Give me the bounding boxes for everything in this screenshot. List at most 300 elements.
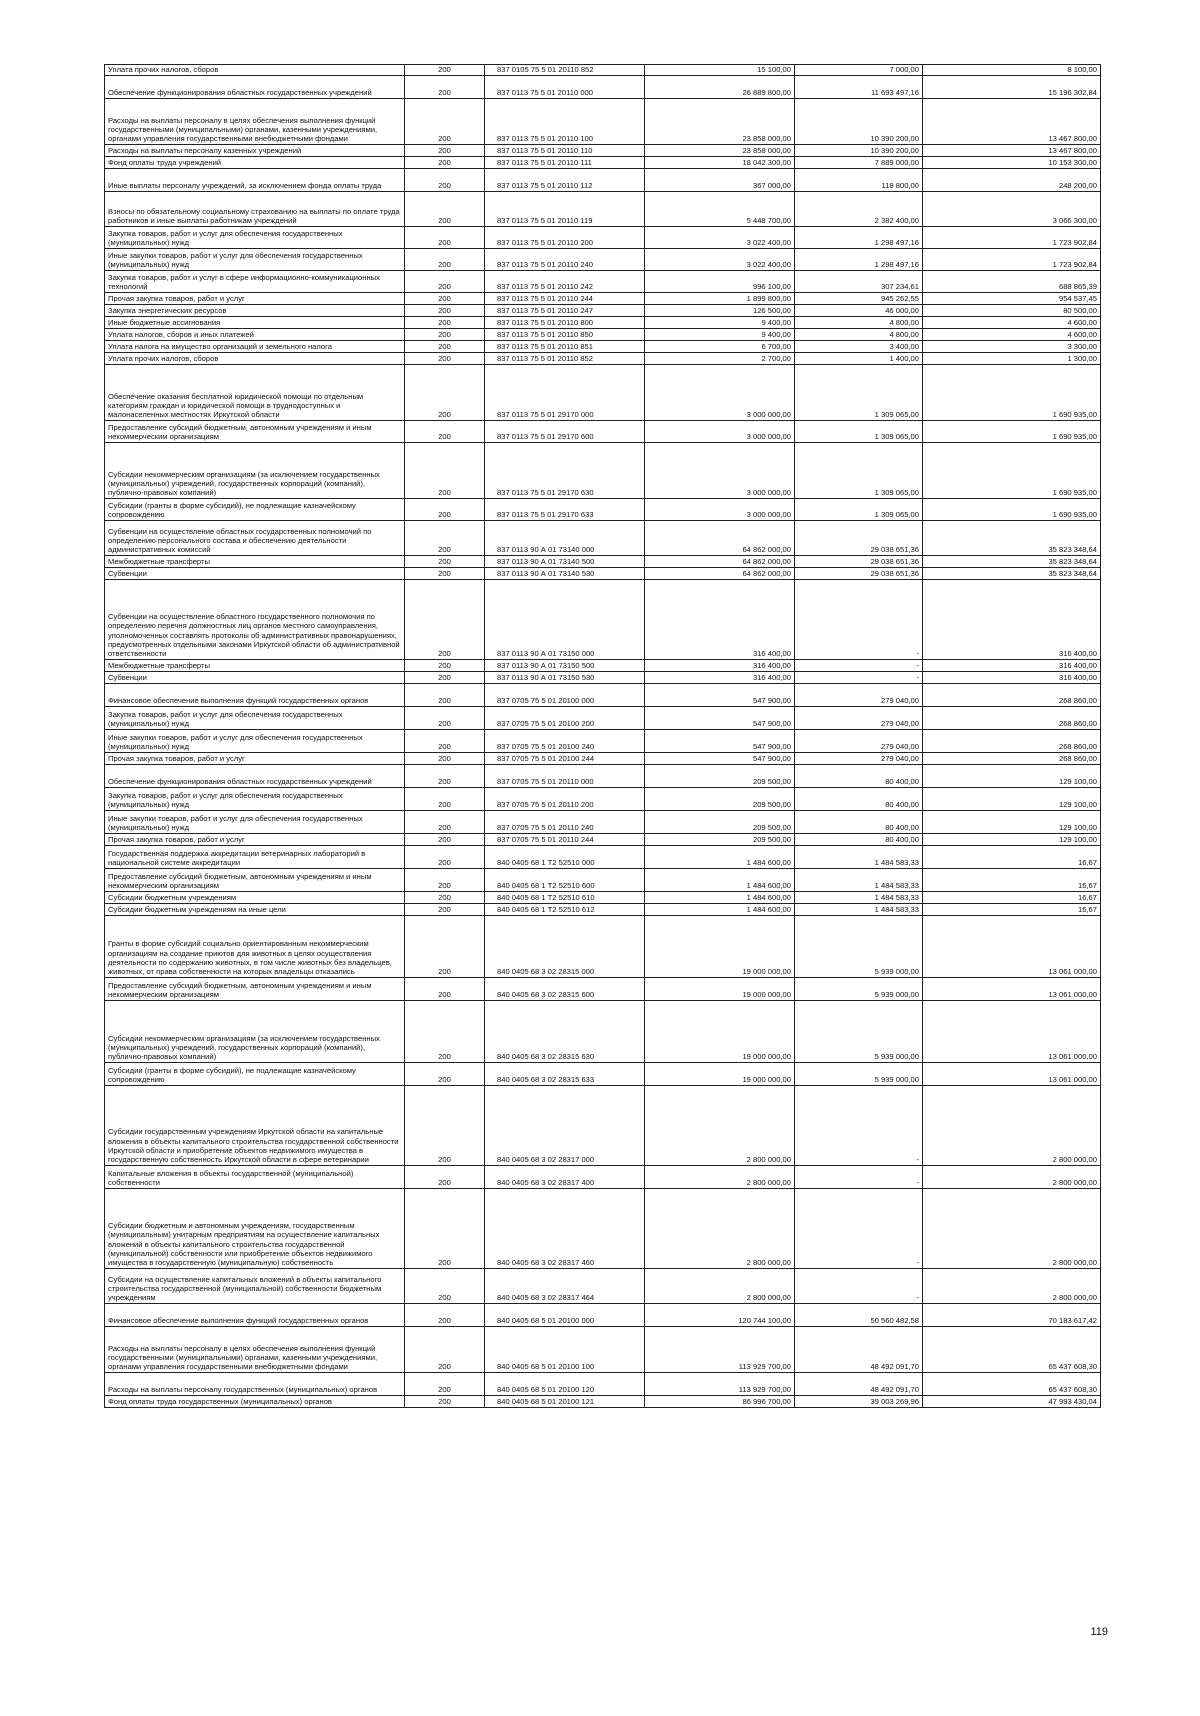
row-done-cell: 80 400,00	[795, 834, 923, 846]
row-plan-cell: 996 100,00	[645, 271, 795, 293]
row-rest-cell: 4 600,00	[923, 329, 1101, 341]
table-row	[105, 1269, 1101, 1304]
row-name-cell: Расходы на выплаты персоналу государственных (муниципальных) органов	[105, 1373, 405, 1396]
row-name-cell: Субвенции на осуществление областных государственных полномочий по определению персонального состава и обеспечению деятельности административных комиссий	[105, 521, 405, 556]
row-name-cell: Закупка товаров, работ и услуг для обеспечения государственных (муниципальных) нужд	[105, 227, 405, 249]
row-name-cell: Предоставление субсидий бюджетным, автономным учреждениям и иным некоммерческим организациям	[105, 869, 405, 892]
row-done-cell: -	[795, 580, 923, 660]
row-kbk-cell: 837 0113 75 5 01 20110 247	[485, 305, 645, 317]
row-code-cell: 200	[405, 499, 485, 521]
row-kbk-cell: 837 0113 75 5 01 20110 112	[485, 169, 645, 192]
row-name-cell: Финансовое обеспечение выполнения функций государственных органов	[105, 1304, 405, 1327]
row-plan-cell: 547 900,00	[645, 684, 795, 707]
row-plan-cell: 64 862 000,00	[645, 556, 795, 568]
row-kbk-cell: 840 0405 68 1 Т2 52510 000	[485, 846, 645, 869]
row-done-cell: 307 234,61	[795, 271, 923, 293]
row-code-cell: 200	[405, 99, 485, 145]
row-rest-cell: 16,67	[923, 846, 1101, 869]
row-code-cell: 200	[405, 365, 485, 421]
row-kbk-cell: 840 0405 68 1 Т2 52510 600	[485, 869, 645, 892]
table-row	[105, 1086, 1101, 1166]
row-code-cell: 200	[405, 305, 485, 317]
table-row	[105, 293, 1101, 305]
row-kbk-cell: 837 0705 75 5 01 20110 000	[485, 765, 645, 788]
table-row	[105, 341, 1101, 353]
table-row	[105, 811, 1101, 834]
row-kbk-cell: 837 0113 75 5 01 20110 850	[485, 329, 645, 341]
row-plan-cell: 3 000 000,00	[645, 365, 795, 421]
row-kbk-cell: 840 0405 68 3 02 28317 464	[485, 1269, 645, 1304]
row-plan-cell: 113 929 700,00	[645, 1327, 795, 1373]
row-done-cell: 10 390 200,00	[795, 99, 923, 145]
table-row	[105, 249, 1101, 271]
row-code-cell: 200	[405, 443, 485, 499]
row-name-cell: Расходы на выплаты персоналу в целях обеспечения выполнения функций государственными (муниципальными) органами, казенными учреждениями, органами управления государственными внебюджетными фондами	[105, 99, 405, 145]
table-row	[105, 753, 1101, 765]
row-kbk-cell: 837 0113 90 А 01 73150 500	[485, 660, 645, 672]
row-kbk-cell: 837 0113 75 5 01 20110 852	[485, 353, 645, 365]
row-kbk-cell: 837 0113 90 А 01 73140 530	[485, 568, 645, 580]
page-number: 119	[1090, 1626, 1108, 1638]
row-plan-cell: 316 400,00	[645, 580, 795, 660]
row-rest-cell: 65 437 608,30	[923, 1327, 1101, 1373]
row-done-cell: 1 298 497,16	[795, 227, 923, 249]
table-row	[105, 846, 1101, 869]
row-kbk-cell: 837 0113 75 5 01 20110 200	[485, 227, 645, 249]
row-rest-cell: 268 860,00	[923, 707, 1101, 730]
row-rest-cell: 1 690 935,00	[923, 421, 1101, 443]
row-done-cell: 1 309 065,00	[795, 499, 923, 521]
row-done-cell: 29 038 651,36	[795, 568, 923, 580]
row-code-cell: 200	[405, 660, 485, 672]
row-rest-cell: 688 865,39	[923, 271, 1101, 293]
row-done-cell: -	[795, 1166, 923, 1189]
table-row	[105, 672, 1101, 684]
row-code-cell: 200	[405, 1304, 485, 1327]
row-rest-cell: 129 100,00	[923, 811, 1101, 834]
table-row	[105, 521, 1101, 556]
row-name-cell: Субсидии (гранты в форме субсидий), не подлежащие казначейскому сопровождению	[105, 499, 405, 521]
row-plan-cell: 209 500,00	[645, 765, 795, 788]
row-plan-cell: 547 900,00	[645, 730, 795, 753]
row-done-cell: 80 400,00	[795, 765, 923, 788]
row-kbk-cell: 837 0705 75 5 01 20100 200	[485, 707, 645, 730]
row-kbk-cell: 837 0705 75 5 01 20110 200	[485, 788, 645, 811]
row-done-cell: 1 484 583,33	[795, 869, 923, 892]
row-kbk-cell: 837 0113 90 А 01 73140 500	[485, 556, 645, 568]
row-done-cell: 1 400,00	[795, 353, 923, 365]
row-rest-cell: 16,67	[923, 892, 1101, 904]
row-code-cell: 200	[405, 329, 485, 341]
row-name-cell: Субсидии бюджетным и автономным учреждениям, государственным (муниципальным) унитарным предприятиям на осуществление капитальных вложений в объекты капитального строительства государственной (муниципальной) собственности или приобретение объектов недвижимого имущества в государственную (муниципальную) собственность	[105, 1189, 405, 1269]
row-plan-cell: 3 022 400,00	[645, 249, 795, 271]
row-name-cell: Закупка товаров, работ и услуг для обеспечения государственных (муниципальных) нужд	[105, 788, 405, 811]
row-done-cell: 945 262,55	[795, 293, 923, 305]
row-rest-cell: 129 100,00	[923, 765, 1101, 788]
row-code-cell: 200	[405, 811, 485, 834]
row-kbk-cell: 837 0113 75 5 01 29170 600	[485, 421, 645, 443]
row-done-cell: 50 560 482,58	[795, 1304, 923, 1327]
table-row	[105, 99, 1101, 145]
row-name-cell: Расходы на выплаты персоналу в целях обеспечения выполнения функций государственными (муниципальными) органами, казенными учреждениями, органами управления государственными внебюджетными фондами	[105, 1327, 405, 1373]
row-rest-cell: 2 800 000,00	[923, 1166, 1101, 1189]
row-plan-cell: 18 042 300,00	[645, 157, 795, 169]
row-kbk-cell: 837 0113 75 5 01 20110 244	[485, 293, 645, 305]
row-plan-cell: 86 996 700,00	[645, 1396, 795, 1408]
table-row	[105, 568, 1101, 580]
table-row	[105, 317, 1101, 329]
row-rest-cell: 8 100,00	[923, 65, 1101, 76]
row-done-cell: 1 484 583,33	[795, 904, 923, 916]
table-row	[105, 730, 1101, 753]
row-name-cell: Субвенции	[105, 568, 405, 580]
row-done-cell: 4 800,00	[795, 329, 923, 341]
table-row	[105, 157, 1101, 169]
row-plan-cell: 126 500,00	[645, 305, 795, 317]
row-rest-cell: 1 300,00	[923, 353, 1101, 365]
row-plan-cell: 9 400,00	[645, 329, 795, 341]
row-done-cell: 29 038 651,36	[795, 556, 923, 568]
row-done-cell: 5 939 000,00	[795, 1063, 923, 1086]
row-code-cell: 200	[405, 249, 485, 271]
row-plan-cell: 19 000 000,00	[645, 978, 795, 1001]
row-plan-cell: 15 100,00	[645, 65, 795, 76]
row-name-cell: Субсидии государственным учреждениям Иркутской области на капитальные вложения в объекты капитального строительства государственной собственности Иркутской области и приобретение объектов недвижимого имущества в государственную собственность Иркутской области в сфере ветеринарии	[105, 1086, 405, 1166]
row-kbk-cell: 837 0113 75 5 01 20110 800	[485, 317, 645, 329]
table-row	[105, 556, 1101, 568]
row-kbk-cell: 840 0405 68 1 Т2 52510 612	[485, 904, 645, 916]
row-code-cell: 200	[405, 1086, 485, 1166]
row-kbk-cell: 840 0405 68 5 01 20100 100	[485, 1327, 645, 1373]
table-row	[105, 353, 1101, 365]
row-name-cell: Субсидии некоммерческим организациям (за исключением государственных (муниципальных) учреждений, государственных корпораций (компаний), публично-правовых компаний)	[105, 443, 405, 499]
row-rest-cell: 3 066 300,00	[923, 192, 1101, 227]
row-done-cell: 46 000,00	[795, 305, 923, 317]
row-done-cell: 1 309 065,00	[795, 365, 923, 421]
row-plan-cell: 19 000 000,00	[645, 1001, 795, 1063]
row-name-cell: Межбюджетные трансферты	[105, 556, 405, 568]
row-name-cell: Субвенции на осуществление областного государственного полномочия по определению перечня должностных лиц органов местного самоуправления, уполномоченных составлять протоколы об административных правонарушениях, предусмотренных отдельными законами Иркутской области об административной ответственности	[105, 580, 405, 660]
row-done-cell: 279 040,00	[795, 684, 923, 707]
row-code-cell: 200	[405, 1396, 485, 1408]
row-plan-cell: 1 484 600,00	[645, 892, 795, 904]
row-rest-cell: 2 800 000,00	[923, 1189, 1101, 1269]
row-name-cell: Межбюджетные трансферты	[105, 660, 405, 672]
row-code-cell: 200	[405, 521, 485, 556]
row-code-cell: 200	[405, 978, 485, 1001]
table-row	[105, 499, 1101, 521]
row-name-cell: Взносы по обязательному социальному страхованию на выплаты по оплате труда работников и иные выплаты работникам учреждений	[105, 192, 405, 227]
row-name-cell: Субсидии (гранты в форме субсидий), не подлежащие казначейскому сопровождению	[105, 1063, 405, 1086]
row-name-cell: Закупка товаров, работ и услуг для обеспечения государственных (муниципальных) нужд	[105, 707, 405, 730]
row-kbk-cell: 837 0705 75 5 01 20100 244	[485, 753, 645, 765]
row-rest-cell: 16,67	[923, 869, 1101, 892]
row-code-cell: 200	[405, 580, 485, 660]
row-name-cell: Капитальные вложения в объекты государственной (муниципальной) собственности	[105, 1166, 405, 1189]
row-name-cell: Гранты в форме субсидий социально ориентированным некоммерческим организациям на создание приютов для животных в целях осуществления деятельности по содержанию животных, в том числе животных без владельцев, животных, от права собственности на которых владельцы отказались	[105, 916, 405, 978]
row-rest-cell: 35 823 348,64	[923, 568, 1101, 580]
row-name-cell: Субсидии на осуществление капитальных вложений в объекты капитального строительства государственной (муниципальной) собственности бюджетным учреждениям	[105, 1269, 405, 1304]
row-kbk-cell: 837 0113 75 5 01 29170 000	[485, 365, 645, 421]
row-kbk-cell: 837 0113 75 5 01 20110 240	[485, 249, 645, 271]
table-row	[105, 1327, 1101, 1373]
row-kbk-cell: 837 0113 90 А 01 73150 530	[485, 672, 645, 684]
row-rest-cell: 13 061 000,00	[923, 916, 1101, 978]
row-code-cell: 200	[405, 145, 485, 157]
row-rest-cell: 3 300,00	[923, 341, 1101, 353]
row-done-cell: -	[795, 1269, 923, 1304]
row-plan-cell: 547 900,00	[645, 753, 795, 765]
table-row	[105, 421, 1101, 443]
row-code-cell: 200	[405, 904, 485, 916]
row-done-cell: 1 298 497,16	[795, 249, 923, 271]
row-kbk-cell: 837 0113 75 5 01 29170 633	[485, 499, 645, 521]
row-code-cell: 200	[405, 65, 485, 76]
row-done-cell: 5 939 000,00	[795, 1001, 923, 1063]
table-row	[105, 978, 1101, 1001]
row-rest-cell: 4 600,00	[923, 317, 1101, 329]
row-code-cell: 200	[405, 421, 485, 443]
row-rest-cell: 316 400,00	[923, 580, 1101, 660]
table-row	[105, 192, 1101, 227]
row-code-cell: 200	[405, 293, 485, 305]
row-kbk-cell: 837 0113 75 5 01 20110 119	[485, 192, 645, 227]
row-name-cell: Фонд оплаты труда учреждений	[105, 157, 405, 169]
row-code-cell: 200	[405, 1166, 485, 1189]
row-code-cell: 200	[405, 846, 485, 869]
row-kbk-cell: 837 0113 90 А 01 73140 000	[485, 521, 645, 556]
table-row	[105, 329, 1101, 341]
row-kbk-cell: 840 0405 68 3 02 28317 460	[485, 1189, 645, 1269]
row-kbk-cell: 840 0405 68 3 02 28315 633	[485, 1063, 645, 1086]
row-rest-cell: 316 400,00	[923, 660, 1101, 672]
row-plan-cell: 209 500,00	[645, 834, 795, 846]
row-done-cell: 48 492 091,70	[795, 1327, 923, 1373]
row-plan-cell: 26 889 800,00	[645, 76, 795, 99]
row-done-cell: -	[795, 672, 923, 684]
row-rest-cell: 1 690 935,00	[923, 443, 1101, 499]
table-row	[105, 788, 1101, 811]
row-name-cell: Закупка товаров, работ и услуг в сфере информационно-коммуникационных технологий	[105, 271, 405, 293]
row-rest-cell: 268 860,00	[923, 730, 1101, 753]
row-rest-cell: 1 723 902,84	[923, 227, 1101, 249]
table-row	[105, 684, 1101, 707]
row-kbk-cell: 837 0113 75 5 01 20110 111	[485, 157, 645, 169]
table-row	[105, 707, 1101, 730]
row-done-cell: 279 040,00	[795, 753, 923, 765]
row-plan-cell: 1 484 600,00	[645, 869, 795, 892]
row-done-cell: 279 040,00	[795, 707, 923, 730]
row-kbk-cell: 840 0405 68 5 01 20100 000	[485, 1304, 645, 1327]
row-done-cell: 7 889 000,00	[795, 157, 923, 169]
row-plan-cell: 23 858 000,00	[645, 145, 795, 157]
row-kbk-cell: 837 0705 75 5 01 20100 240	[485, 730, 645, 753]
row-done-cell: 1 309 065,00	[795, 443, 923, 499]
row-rest-cell: 80 500,00	[923, 305, 1101, 317]
row-name-cell: Субвенции	[105, 672, 405, 684]
row-code-cell: 200	[405, 556, 485, 568]
row-plan-cell: 367 000,00	[645, 169, 795, 192]
table-row	[105, 305, 1101, 317]
row-done-cell: 2 382 400,00	[795, 192, 923, 227]
row-code-cell: 200	[405, 1001, 485, 1063]
row-code-cell: 200	[405, 192, 485, 227]
row-plan-cell: 3 022 400,00	[645, 227, 795, 249]
row-name-cell: Уплата прочих налогов, сборов	[105, 65, 405, 76]
row-kbk-cell: 837 0113 75 5 01 20110 242	[485, 271, 645, 293]
row-name-cell: Государственная поддержка аккредитации ветеринарных лабораторий в национальной системе аккредитации	[105, 846, 405, 869]
row-done-cell: 4 800,00	[795, 317, 923, 329]
row-plan-cell: 1 484 600,00	[645, 846, 795, 869]
row-plan-cell: 6 700,00	[645, 341, 795, 353]
row-rest-cell: 1 723 902,84	[923, 249, 1101, 271]
row-plan-cell: 9 400,00	[645, 317, 795, 329]
row-rest-cell: 1 690 935,00	[923, 365, 1101, 421]
row-rest-cell: 65 437 608,30	[923, 1373, 1101, 1396]
table-row	[105, 169, 1101, 192]
table-row	[105, 834, 1101, 846]
row-code-cell: 200	[405, 1373, 485, 1396]
row-rest-cell: 70 183 617,42	[923, 1304, 1101, 1327]
table-row	[105, 1373, 1101, 1396]
row-code-cell: 200	[405, 317, 485, 329]
row-plan-cell: 23 858 000,00	[645, 99, 795, 145]
row-kbk-cell: 837 0113 75 5 01 20110 000	[485, 76, 645, 99]
row-name-cell: Иные бюджетные ассигнования	[105, 317, 405, 329]
row-name-cell: Прочая закупка товаров, работ и услуг	[105, 753, 405, 765]
row-plan-cell: 1 484 600,00	[645, 904, 795, 916]
row-done-cell: 118 800,00	[795, 169, 923, 192]
row-kbk-cell: 840 0405 68 1 Т2 52510 610	[485, 892, 645, 904]
row-plan-cell: 19 000 000,00	[645, 916, 795, 978]
row-name-cell: Иные закупки товаров, работ и услуг для обеспечения государственных (муниципальных) нужд	[105, 249, 405, 271]
row-plan-cell: 3 000 000,00	[645, 443, 795, 499]
row-kbk-cell: 837 0113 75 5 01 20110 851	[485, 341, 645, 353]
row-kbk-cell: 840 0405 68 5 01 20100 120	[485, 1373, 645, 1396]
table-row	[105, 65, 1101, 76]
row-plan-cell: 2 800 000,00	[645, 1189, 795, 1269]
row-plan-cell: 2 800 000,00	[645, 1166, 795, 1189]
row-name-cell: Прочая закупка товаров, работ и услуг	[105, 834, 405, 846]
row-done-cell: 5 939 000,00	[795, 978, 923, 1001]
row-rest-cell: 13 061 000,00	[923, 978, 1101, 1001]
row-done-cell: 48 492 091,70	[795, 1373, 923, 1396]
row-done-cell: 7 000,00	[795, 65, 923, 76]
row-plan-cell: 316 400,00	[645, 660, 795, 672]
row-rest-cell: 2 800 000,00	[923, 1269, 1101, 1304]
row-plan-cell: 64 862 000,00	[645, 521, 795, 556]
row-plan-cell: 5 448 700,00	[645, 192, 795, 227]
row-kbk-cell: 837 0113 75 5 01 29170 630	[485, 443, 645, 499]
row-kbk-cell: 837 0705 75 5 01 20110 244	[485, 834, 645, 846]
table-row	[105, 76, 1101, 99]
row-name-cell: Иные закупки товаров, работ и услуг для обеспечения государственных (муниципальных) нужд	[105, 811, 405, 834]
table-row	[105, 1001, 1101, 1063]
row-name-cell: Закупка энергетических ресурсов	[105, 305, 405, 317]
budget-table	[104, 64, 1101, 1408]
row-rest-cell: 15 196 302,84	[923, 76, 1101, 99]
table-row	[105, 443, 1101, 499]
row-plan-cell: 2 800 000,00	[645, 1269, 795, 1304]
row-done-cell: 5 939 000,00	[795, 916, 923, 978]
table-row	[105, 1396, 1101, 1408]
row-code-cell: 200	[405, 834, 485, 846]
table-row	[105, 1189, 1101, 1269]
row-rest-cell: 129 100,00	[923, 788, 1101, 811]
table-row	[105, 904, 1101, 916]
row-code-cell: 200	[405, 1269, 485, 1304]
row-done-cell: -	[795, 1086, 923, 1166]
row-plan-cell: 64 862 000,00	[645, 568, 795, 580]
row-kbk-cell: 837 0113 75 5 01 20110 100	[485, 99, 645, 145]
row-kbk-cell: 837 0105 75 5 01 20110 852	[485, 65, 645, 76]
row-code-cell: 200	[405, 271, 485, 293]
row-code-cell: 200	[405, 869, 485, 892]
row-plan-cell: 2 700,00	[645, 353, 795, 365]
row-code-cell: 200	[405, 76, 485, 99]
table-row	[105, 1063, 1101, 1086]
row-name-cell: Предоставление субсидий бюджетным, автономным учреждениям и иным некоммерческим организациям	[105, 978, 405, 1001]
row-plan-cell: 3 000 000,00	[645, 421, 795, 443]
row-code-cell: 200	[405, 892, 485, 904]
table-row	[105, 892, 1101, 904]
row-code-cell: 200	[405, 730, 485, 753]
row-name-cell: Уплата прочих налогов, сборов	[105, 353, 405, 365]
row-rest-cell: 2 800 000,00	[923, 1086, 1101, 1166]
row-code-cell: 200	[405, 568, 485, 580]
row-rest-cell: 13 467 800,00	[923, 99, 1101, 145]
row-rest-cell: 13 061 000,00	[923, 1001, 1101, 1063]
table-row	[105, 1166, 1101, 1189]
row-kbk-cell: 837 0113 75 5 01 20110 110	[485, 145, 645, 157]
row-plan-cell: 547 900,00	[645, 707, 795, 730]
row-name-cell: Предоставление субсидий бюджетным, автономным учреждениям и иным некоммерческим организациям	[105, 421, 405, 443]
row-code-cell: 200	[405, 707, 485, 730]
table-row	[105, 365, 1101, 421]
row-done-cell: 39 003 269,96	[795, 1396, 923, 1408]
row-rest-cell: 13 061 000,00	[923, 1063, 1101, 1086]
row-code-cell: 200	[405, 169, 485, 192]
row-kbk-cell: 840 0405 68 5 01 20100 121	[485, 1396, 645, 1408]
row-done-cell: 1 484 583,33	[795, 846, 923, 869]
row-rest-cell: 268 860,00	[923, 753, 1101, 765]
row-rest-cell: 13 467 800,00	[923, 145, 1101, 157]
row-plan-cell: 120 744 100,00	[645, 1304, 795, 1327]
row-kbk-cell: 837 0705 75 5 01 20110 240	[485, 811, 645, 834]
row-code-cell: 200	[405, 765, 485, 788]
row-rest-cell: 35 823 348,64	[923, 556, 1101, 568]
row-name-cell: Уплата налогов, сборов и иных платежей	[105, 329, 405, 341]
row-name-cell: Обеспечение функционирования областных государственных учреждений	[105, 76, 405, 99]
row-kbk-cell: 840 0405 68 3 02 28315 600	[485, 978, 645, 1001]
row-plan-cell: 19 000 000,00	[645, 1063, 795, 1086]
row-name-cell: Уплата налога на имущество организаций и земельного налога	[105, 341, 405, 353]
row-rest-cell: 10 153 300,00	[923, 157, 1101, 169]
row-kbk-cell: 837 0113 90 А 01 73150 000	[485, 580, 645, 660]
row-rest-cell: 268 860,00	[923, 684, 1101, 707]
row-name-cell: Прочая закупка товаров, работ и услуг	[105, 293, 405, 305]
row-name-cell: Субсидии бюджетным учреждениям на иные цели	[105, 904, 405, 916]
row-code-cell: 200	[405, 672, 485, 684]
row-code-cell: 200	[405, 684, 485, 707]
row-plan-cell: 1 899 800,00	[645, 293, 795, 305]
row-done-cell: 279 040,00	[795, 730, 923, 753]
row-done-cell: 80 400,00	[795, 788, 923, 811]
row-code-cell: 200	[405, 227, 485, 249]
row-rest-cell: 248 200,00	[923, 169, 1101, 192]
row-kbk-cell: 840 0405 68 3 02 28317 400	[485, 1166, 645, 1189]
row-rest-cell: 35 823 348,64	[923, 521, 1101, 556]
